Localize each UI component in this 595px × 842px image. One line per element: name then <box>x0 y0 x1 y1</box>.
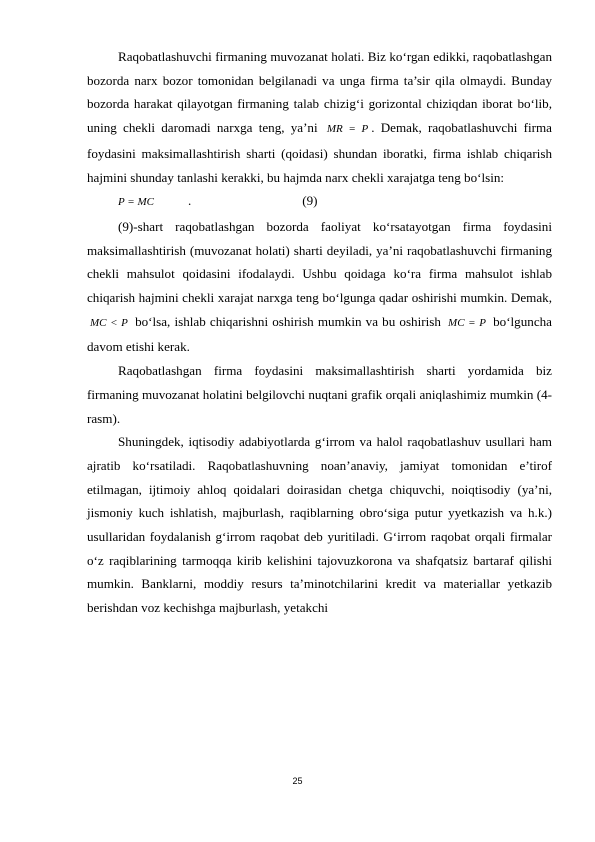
equation-number: (9) <box>302 193 318 209</box>
paragraph-text: (9)-shart raqobatlashgan bozorda faoliyat ko‘rsatayotgan firma foydasini maksimallashtirish (muvozanat holati) sharti deyiladi, ya’ni raqobatlashuvchi firmaning chekli mahsulot qoidasini ifodalaydi. Ushbu qoidaga ko‘ra firma mahsulot ishlab chiqarish hajmini chekli xarajat narxga teng bo‘lgunga qadar oshirishi mumkin. Demak, <box>87 218 552 306</box>
paragraph-text: Raqobatlashuvchi firmaning muvozanat holati. Biz ko‘rgan edikki, raqobatlashgan bozorda narx bozor tomonidan belgilanadi va unga firma ta’sir qila olmaydi. Bunday bozorda harakat qilayotgan firmaning talab chizig‘i gorizontal chiziqdan iborat bo‘lib, uning chekli daromadi narxga teng, ya’ni <box>87 49 552 136</box>
formula-mc-less-p: MC < P <box>90 316 128 329</box>
body-text <box>87 45 552 620</box>
paragraph-graphical: Raqobatlashgan firma foydasini maksimallashtirish sharti yordamida biz firmaning muvozanat holatini belgilovchi nuqtani grafik orqali aniqlashimiz mumkin (4-rasm). <box>87 363 552 426</box>
formula-p-equals-mc: P = MC <box>118 196 154 209</box>
formula-mc-equals-p: MC = P <box>448 316 486 329</box>
paragraph-condition-9 <box>87 215 552 359</box>
equation-9 <box>87 189 552 215</box>
paragraph-text: . Demak, raqobatlashuvchi firma foydasini maksimallashtirish sharti (qoidasi) shundan iboratki, firma ishlab chiqarish hajmini shunday tanlashi kerakki, bu hajmda narx chekli xarajatga teng bo‘lsin: <box>87 120 552 185</box>
paragraph-text: bo‘lguncha davom etishi kerak. <box>87 313 552 355</box>
paragraph-competitive-equilibrium <box>87 45 552 189</box>
paragraph-text: bo‘lsa, ishlab chiqarishni oshirish mumkin va bu oshirish <box>135 313 441 329</box>
page-number: 25 <box>292 776 303 786</box>
formula-mr-equals-p: MR = P <box>326 123 369 136</box>
paragraph-unfair-competition: Shuningdek, iqtisodiy adabiyotlarda g‘irrom va halol raqobatlashuv usullari ham ajratib ko‘rsatiladi. Raqobatlashuvning noan’anaviy, jamiyat tomonidan e’tirof etilmagan, ijtimoiy ahloq qoidalari doirasidan chetga chiquvchi, noiqtisodiy (ya’ni, jismoniy kuch ishlatish, majburlash, raqiblarning obro‘siga putur yyetkazish va h.k.) usullaridan foydalanish g‘irrom raqobat deb yuritiladi. G‘irrom raqobat orqali firmalar o‘z raqiblarining tarmoqqa kirib kelishini tajovuzkorona va shafqatsiz bartaraf qilishi mumkin. Banklarni, moddiy resurs ta’minotchilarini kredit va materiallar yetkazib berishdan voz kechishga majburlash, yetakchi <box>87 434 552 616</box>
formula-punctuation: . <box>187 193 192 209</box>
